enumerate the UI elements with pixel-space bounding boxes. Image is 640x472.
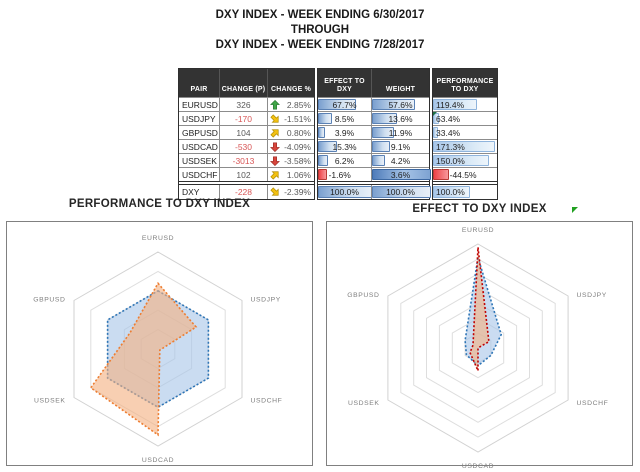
change-percent-cell[interactable] (267, 167, 314, 181)
perf-value: 150.0% (436, 155, 465, 166)
pair-cell[interactable] (179, 111, 219, 125)
pair-cell[interactable] (179, 167, 219, 181)
performance-radar-chart[interactable] (6, 221, 313, 466)
change-points-cell[interactable] (219, 125, 267, 139)
table-header-cell[interactable]: PAIR (179, 69, 219, 97)
table-row (318, 184, 429, 199)
perf-cell[interactable] (433, 167, 497, 181)
change-percent-value: 0.80% (286, 127, 311, 138)
change-points-value: 326 (236, 99, 251, 110)
table-row (433, 125, 497, 139)
effect-cell[interactable] (318, 185, 371, 199)
change-percent-cell[interactable] (267, 185, 314, 199)
change-points-value: -228 (234, 187, 252, 197)
perf-cell[interactable] (433, 97, 497, 111)
pair-label: USDSEK (182, 155, 217, 166)
table-row (318, 125, 429, 139)
table-header-row (318, 69, 429, 97)
perf-value: -44.5% (449, 169, 477, 180)
table-row (318, 97, 429, 111)
table-header-cell[interactable]: EFFECT TO DXY (318, 69, 371, 97)
change-points-value: -170 (234, 113, 252, 124)
weight-value: 13.6% (388, 113, 413, 124)
weight-cell[interactable] (371, 185, 429, 199)
effect-value: -1.6% (328, 169, 351, 180)
arrow-diagonal-down-icon (270, 114, 280, 124)
change-percent-cell[interactable] (267, 125, 314, 139)
radar-axis-label: USDJPY (576, 292, 607, 299)
radar-axis-label: EURUSD (461, 227, 495, 234)
report-title-line1: DXY INDEX - WEEK ENDING 6/30/2017 (215, 9, 425, 21)
pair-label: USDCAD (182, 141, 218, 152)
pair-label: EURUSD (182, 99, 218, 110)
weight-cell[interactable] (371, 111, 429, 125)
change-percent-value: -2.39% (284, 187, 311, 197)
change-points-value: -3013 (232, 155, 255, 166)
change-points-cell[interactable] (219, 97, 267, 111)
pair-cell[interactable] (179, 125, 219, 139)
effect-value: 15.3% (332, 141, 357, 152)
radar-axis-label: GBPUSD (347, 292, 380, 299)
weight-value: 9.1% (390, 141, 411, 152)
change-percent-value: -1.51% (284, 113, 311, 124)
pair-cell[interactable] (179, 139, 219, 153)
perf-value: 100.0% (436, 187, 465, 197)
change-points-value: 102 (236, 169, 251, 180)
pair-label: DXY (182, 187, 200, 197)
radar-axis-label: USDCAD (141, 457, 175, 464)
table-row (433, 111, 497, 125)
effect-chart-title: EFFECT TO DXY INDEX (412, 203, 547, 215)
effect-value: 3.9% (334, 127, 355, 138)
effect-value: 6.2% (334, 155, 355, 166)
weight-cell[interactable] (371, 167, 429, 181)
table-row (318, 153, 429, 167)
report-title-block (0, 8, 640, 53)
table-row (433, 153, 497, 167)
table-header-cell[interactable]: CHANGE (P) (219, 69, 267, 97)
table-row (433, 167, 497, 182)
effect-value: 67.7% (332, 99, 357, 110)
table-header-cell[interactable]: CHANGE % (267, 69, 314, 97)
report-title-line3: DXY INDEX - WEEK ENDING 7/28/2017 (215, 39, 425, 51)
cell-corner-marker-icon (433, 112, 437, 116)
change-percent-value: -4.09% (284, 141, 311, 152)
perf-cell[interactable] (433, 153, 497, 167)
table-row (179, 184, 314, 199)
table-row (179, 139, 314, 153)
table-row (179, 97, 314, 111)
change-percent-cell[interactable] (267, 139, 314, 153)
perf-cell[interactable] (433, 125, 497, 139)
radar-axis-label: USDCHF (576, 400, 609, 407)
effect-value: 8.5% (334, 113, 355, 124)
change-points-cell[interactable] (219, 139, 267, 153)
weight-value: 3.6% (390, 169, 411, 180)
change-percent-value: 2.85% (286, 99, 311, 110)
table-row (179, 167, 314, 182)
change-points-value: -530 (234, 141, 252, 152)
change-percent-value: 1.06% (286, 169, 311, 180)
green-marker-icon (572, 207, 578, 213)
weight-value: 11.9% (388, 127, 413, 138)
currency-pairs-table (178, 68, 498, 200)
table-row (318, 111, 429, 125)
pair-label: USDCHF (182, 169, 218, 180)
pair-cell[interactable] (179, 185, 219, 199)
radar-axis-label: EURUSD (141, 235, 175, 242)
table-row (433, 97, 497, 111)
pair-label: GBPUSD (182, 127, 218, 138)
radar-axis-label: USDJPY (250, 296, 281, 304)
arrow-up-icon (270, 100, 280, 110)
weight-value: 57.6% (388, 99, 413, 110)
table-header-cell[interactable]: WEIGHT (371, 69, 429, 97)
weight-cell[interactable] (371, 125, 429, 139)
table-row (179, 111, 314, 125)
table-header-row (179, 69, 314, 97)
radar-axis-label: USDCHF (250, 397, 283, 405)
change-percent-cell[interactable] (267, 153, 314, 167)
weight-cell[interactable] (371, 97, 429, 111)
effect-cell[interactable] (318, 167, 371, 181)
pair-cell[interactable] (179, 153, 219, 167)
table-row (318, 139, 429, 153)
radar-axis-label: USDCAD (461, 463, 495, 470)
effect-radar-plot (327, 222, 632, 470)
effect-cell[interactable] (318, 97, 371, 111)
radar-axis-label: USDSEK (33, 397, 66, 405)
change-points-value: 104 (236, 127, 251, 138)
radar-axis-label: USDSEK (347, 400, 380, 407)
effect-cell[interactable] (318, 139, 371, 153)
arrow-down-icon (270, 156, 280, 166)
table-row (179, 153, 314, 167)
arrow-diagonal-up-icon (270, 128, 280, 138)
table-row (318, 167, 429, 182)
effect-cell[interactable] (318, 125, 371, 139)
perf-cell[interactable] (433, 139, 497, 153)
report-title-line2: THROUGH (290, 24, 350, 36)
change-points-cell[interactable] (219, 111, 267, 125)
arrow-diagonal-down-icon (270, 187, 280, 197)
change-percent-cell[interactable] (267, 111, 314, 125)
table-header-row (433, 69, 497, 97)
table-row (433, 184, 497, 199)
performance-chart-title: PERFORMANCE TO DXY INDEX (68, 198, 251, 210)
arrow-diagonal-up-icon (270, 170, 280, 180)
weight-value: 100.0% (386, 187, 415, 197)
performance-radar-plot (7, 222, 312, 465)
effect-value: 100.0% (330, 187, 359, 197)
perf-cell[interactable] (433, 185, 497, 199)
perf-value: 63.4% (436, 113, 461, 124)
change-percent-value: -3.58% (284, 155, 311, 166)
change-points-cell[interactable] (219, 153, 267, 167)
change-points-cell[interactable] (219, 185, 267, 199)
table-header-cell[interactable]: PERFORMANCE TO DXY (433, 69, 497, 97)
perf-value: 119.4% (436, 99, 465, 110)
arrow-down-icon (270, 142, 280, 152)
pair-label: USDJPY (182, 113, 216, 124)
perf-value: 33.4% (436, 127, 461, 138)
effect-radar-chart[interactable] (326, 221, 633, 470)
radar-axis-label: GBPUSD (33, 296, 66, 304)
weight-cell[interactable] (371, 153, 429, 167)
perf-cell[interactable] (433, 111, 497, 125)
weight-cell[interactable] (371, 139, 429, 153)
effect-cell[interactable] (318, 111, 371, 125)
effect-cell[interactable] (318, 153, 371, 167)
change-percent-cell[interactable] (267, 97, 314, 111)
change-points-cell[interactable] (219, 167, 267, 181)
weight-value: 4.2% (390, 155, 411, 166)
pair-cell[interactable] (179, 97, 219, 111)
table-row (179, 125, 314, 139)
table-row (433, 139, 497, 153)
perf-value: 171.3% (436, 141, 465, 152)
